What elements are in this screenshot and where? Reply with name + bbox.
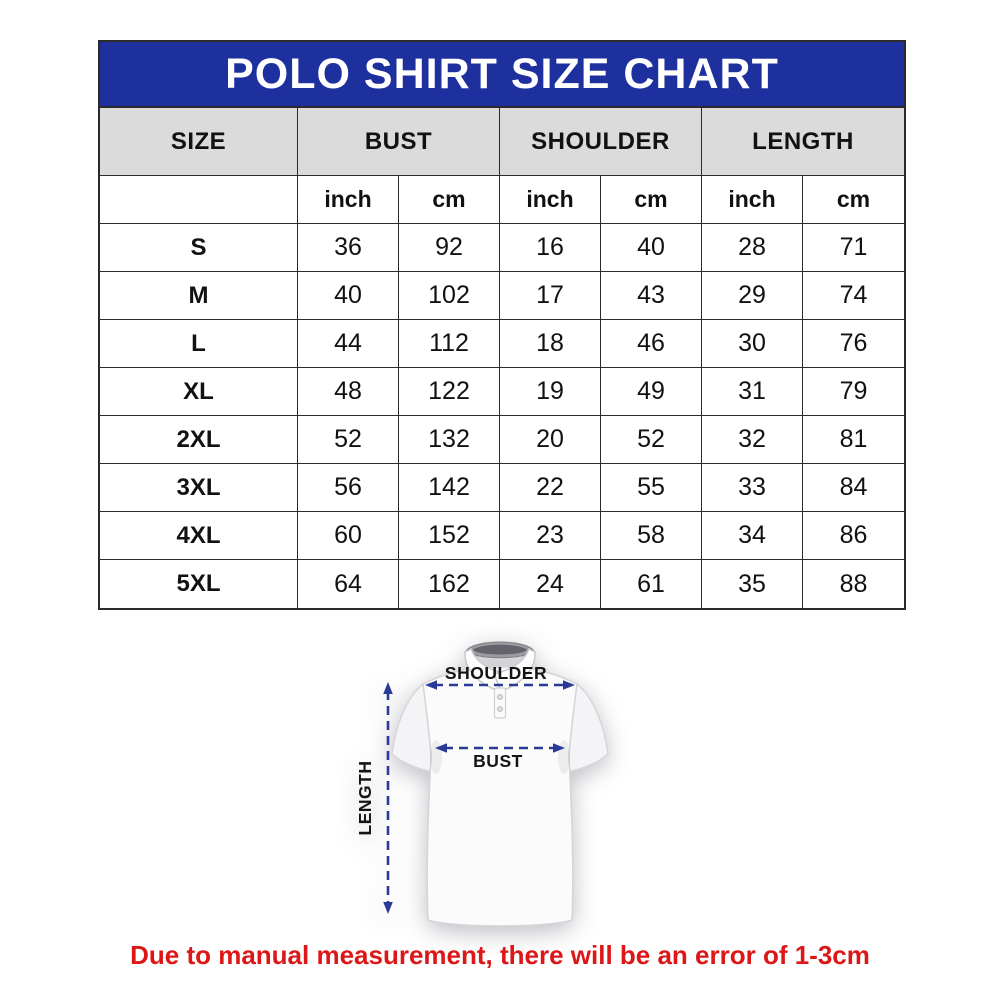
- value-cell: 86: [803, 512, 904, 560]
- size-chart-grid: [100, 108, 904, 608]
- value-cell: 92: [399, 224, 500, 272]
- left-underarm-shadow: [430, 740, 442, 774]
- value-cell: 61: [601, 560, 702, 608]
- size-cell: 3XL: [100, 464, 298, 512]
- unit-header-blank: [100, 176, 298, 224]
- unit-header: cm: [803, 176, 904, 224]
- unit-header: inch: [298, 176, 399, 224]
- value-cell: 88: [803, 560, 904, 608]
- value-cell: 76: [803, 320, 904, 368]
- value-cell: 74: [803, 272, 904, 320]
- value-cell: 34: [702, 512, 803, 560]
- col-header-shoulder: SHOULDER: [500, 108, 702, 176]
- value-cell: 58: [601, 512, 702, 560]
- value-cell: 132: [399, 416, 500, 464]
- value-cell: 23: [500, 512, 601, 560]
- value-cell: 84: [803, 464, 904, 512]
- size-cell: 4XL: [100, 512, 298, 560]
- placket: [495, 688, 506, 718]
- value-cell: 56: [298, 464, 399, 512]
- value-cell: 18: [500, 320, 601, 368]
- value-cell: 55: [601, 464, 702, 512]
- value-cell: 35: [702, 560, 803, 608]
- value-cell: 152: [399, 512, 500, 560]
- size-cell: 2XL: [100, 416, 298, 464]
- value-cell: 32: [702, 416, 803, 464]
- value-cell: 122: [399, 368, 500, 416]
- bust-label: BUST: [473, 751, 523, 771]
- value-cell: 28: [702, 224, 803, 272]
- value-cell: 64: [298, 560, 399, 608]
- value-cell: 17: [500, 272, 601, 320]
- value-cell: 46: [601, 320, 702, 368]
- size-cell: L: [100, 320, 298, 368]
- value-cell: 48: [298, 368, 399, 416]
- value-cell: 71: [803, 224, 904, 272]
- value-cell: 20: [500, 416, 601, 464]
- value-cell: 162: [399, 560, 500, 608]
- value-cell: 33: [702, 464, 803, 512]
- measurement-note: Due to manual measurement, there will be an error of 1-3cm: [130, 940, 870, 970]
- size-cell: 5XL: [100, 560, 298, 608]
- size-cell: S: [100, 224, 298, 272]
- col-header-length: LENGTH: [702, 108, 904, 176]
- chart-title-bar: [100, 42, 904, 108]
- value-cell: 40: [601, 224, 702, 272]
- col-header-size: SIZE: [100, 108, 298, 176]
- value-cell: 79: [803, 368, 904, 416]
- value-cell: 19: [500, 368, 601, 416]
- unit-header: cm: [399, 176, 500, 224]
- size-chart-table: [98, 40, 906, 610]
- col-header-bust: BUST: [298, 108, 500, 176]
- value-cell: 30: [702, 320, 803, 368]
- right-underarm-shadow: [558, 740, 570, 774]
- size-cell: M: [100, 272, 298, 320]
- value-cell: 24: [500, 560, 601, 608]
- polo-shirt-figure: [350, 626, 650, 940]
- value-cell: 49: [601, 368, 702, 416]
- value-cell: 29: [702, 272, 803, 320]
- value-cell: 16: [500, 224, 601, 272]
- value-cell: 52: [298, 416, 399, 464]
- chart-title: POLO SHIRT SIZE CHART: [225, 49, 779, 98]
- unit-header: inch: [500, 176, 601, 224]
- button: [498, 707, 503, 712]
- unit-header: inch: [702, 176, 803, 224]
- value-cell: 102: [399, 272, 500, 320]
- value-cell: 43: [601, 272, 702, 320]
- unit-header: cm: [601, 176, 702, 224]
- value-cell: 52: [601, 416, 702, 464]
- length-arrow: [383, 682, 393, 914]
- value-cell: 31: [702, 368, 803, 416]
- value-cell: 36: [298, 224, 399, 272]
- value-cell: 142: [399, 464, 500, 512]
- value-cell: 40: [298, 272, 399, 320]
- shoulder-label: SHOULDER: [444, 663, 548, 683]
- value-cell: 81: [803, 416, 904, 464]
- value-cell: 112: [399, 320, 500, 368]
- value-cell: 60: [298, 512, 399, 560]
- size-cell: XL: [100, 368, 298, 416]
- length-label: LENGTH: [355, 760, 375, 836]
- value-cell: 44: [298, 320, 399, 368]
- button: [498, 695, 503, 700]
- value-cell: 22: [500, 464, 601, 512]
